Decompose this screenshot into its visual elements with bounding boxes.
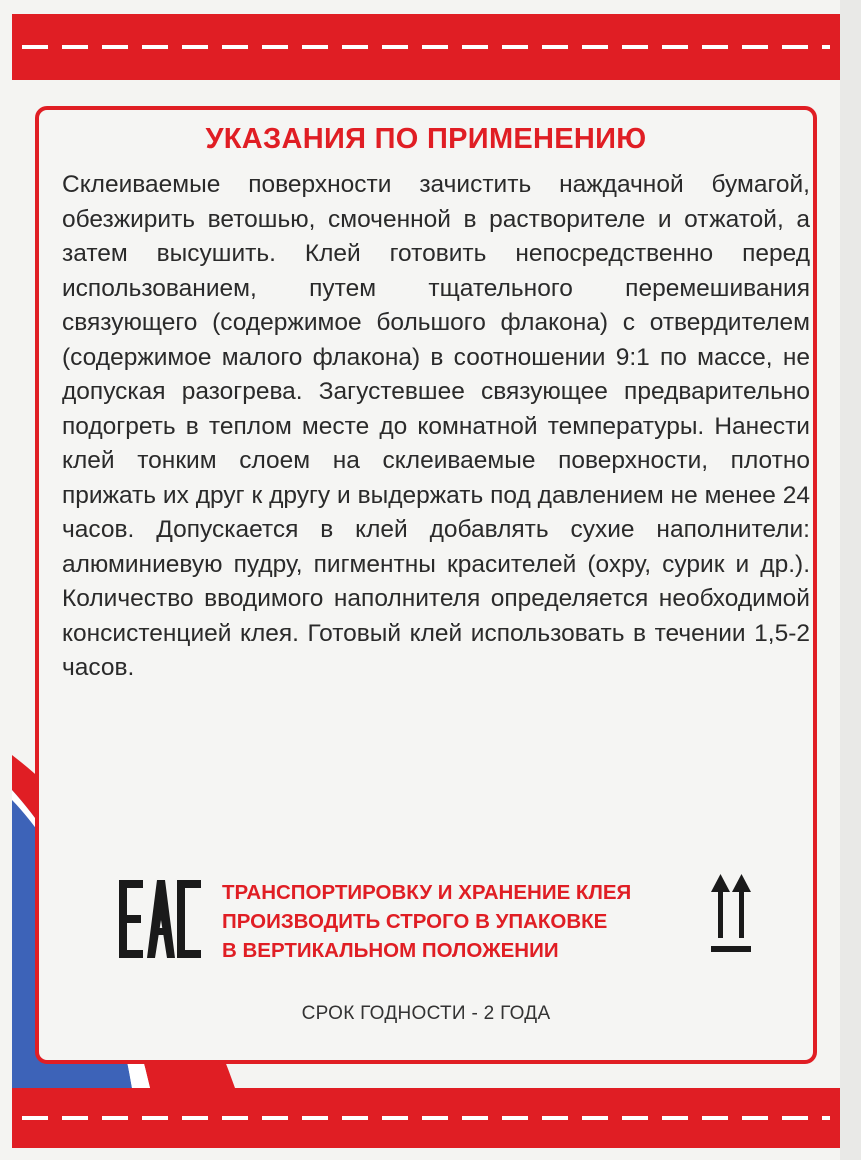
instructions-heading: УКАЗАНИЯ ПО ПРИМЕНЕНИЮ — [205, 123, 647, 155]
instructions-text: Склеиваемые поверхности зачистить наждачной бумагой, обезжирить ветошью, смоченной в растворителе и отжатой, а затем высушить. Клей готовить непосредственно перед использованием, путем тщательного перемешивания связующего (содержимое большого флакона) с отвердителем (содержимое малого флакона) в соотношении 9:1 по массе, не допуская разогрева. Загустевшее связующее предварительно подогреть в теплом месте до комнатной температуры. Нанести клей тонким слоем на склеиваемые поверхности, плотно прижать их друг к другу и выдержать под давлением не менее 24 часов. Допускается в клей добавлять сухие наполнители: алюминиевую пудру, пигментны красителей (охру, сурик и др.). Количество вводимого наполнителя определяется необходимой консистенцией клея. Готовый клей использовать в течении 1,5-2 часов. — [62, 171, 810, 681]
storage-notice — [222, 878, 702, 965]
storage-notice-line: ТРАНСПОРТИРОВКУ И ХРАНЕНИЕ КЛЕЯ — [222, 881, 632, 904]
shelf-life: СРОК ГОДНОСТИ - 2 ГОДА — [301, 1003, 551, 1024]
bottom-red-band — [12, 1088, 840, 1148]
this-way-up-arrows-icon — [709, 872, 753, 956]
stitch-line — [22, 1116, 830, 1120]
storage-notice-line: ПРОИЗВОДИТЬ СТРОГО В УПАКОВКЕ — [222, 910, 608, 933]
storage-notice-line: В ВЕРТИКАЛЬНОМ ПОЛОЖЕНИИ — [222, 939, 559, 962]
eac-icon — [117, 878, 203, 960]
instructions-panel — [35, 106, 817, 1064]
